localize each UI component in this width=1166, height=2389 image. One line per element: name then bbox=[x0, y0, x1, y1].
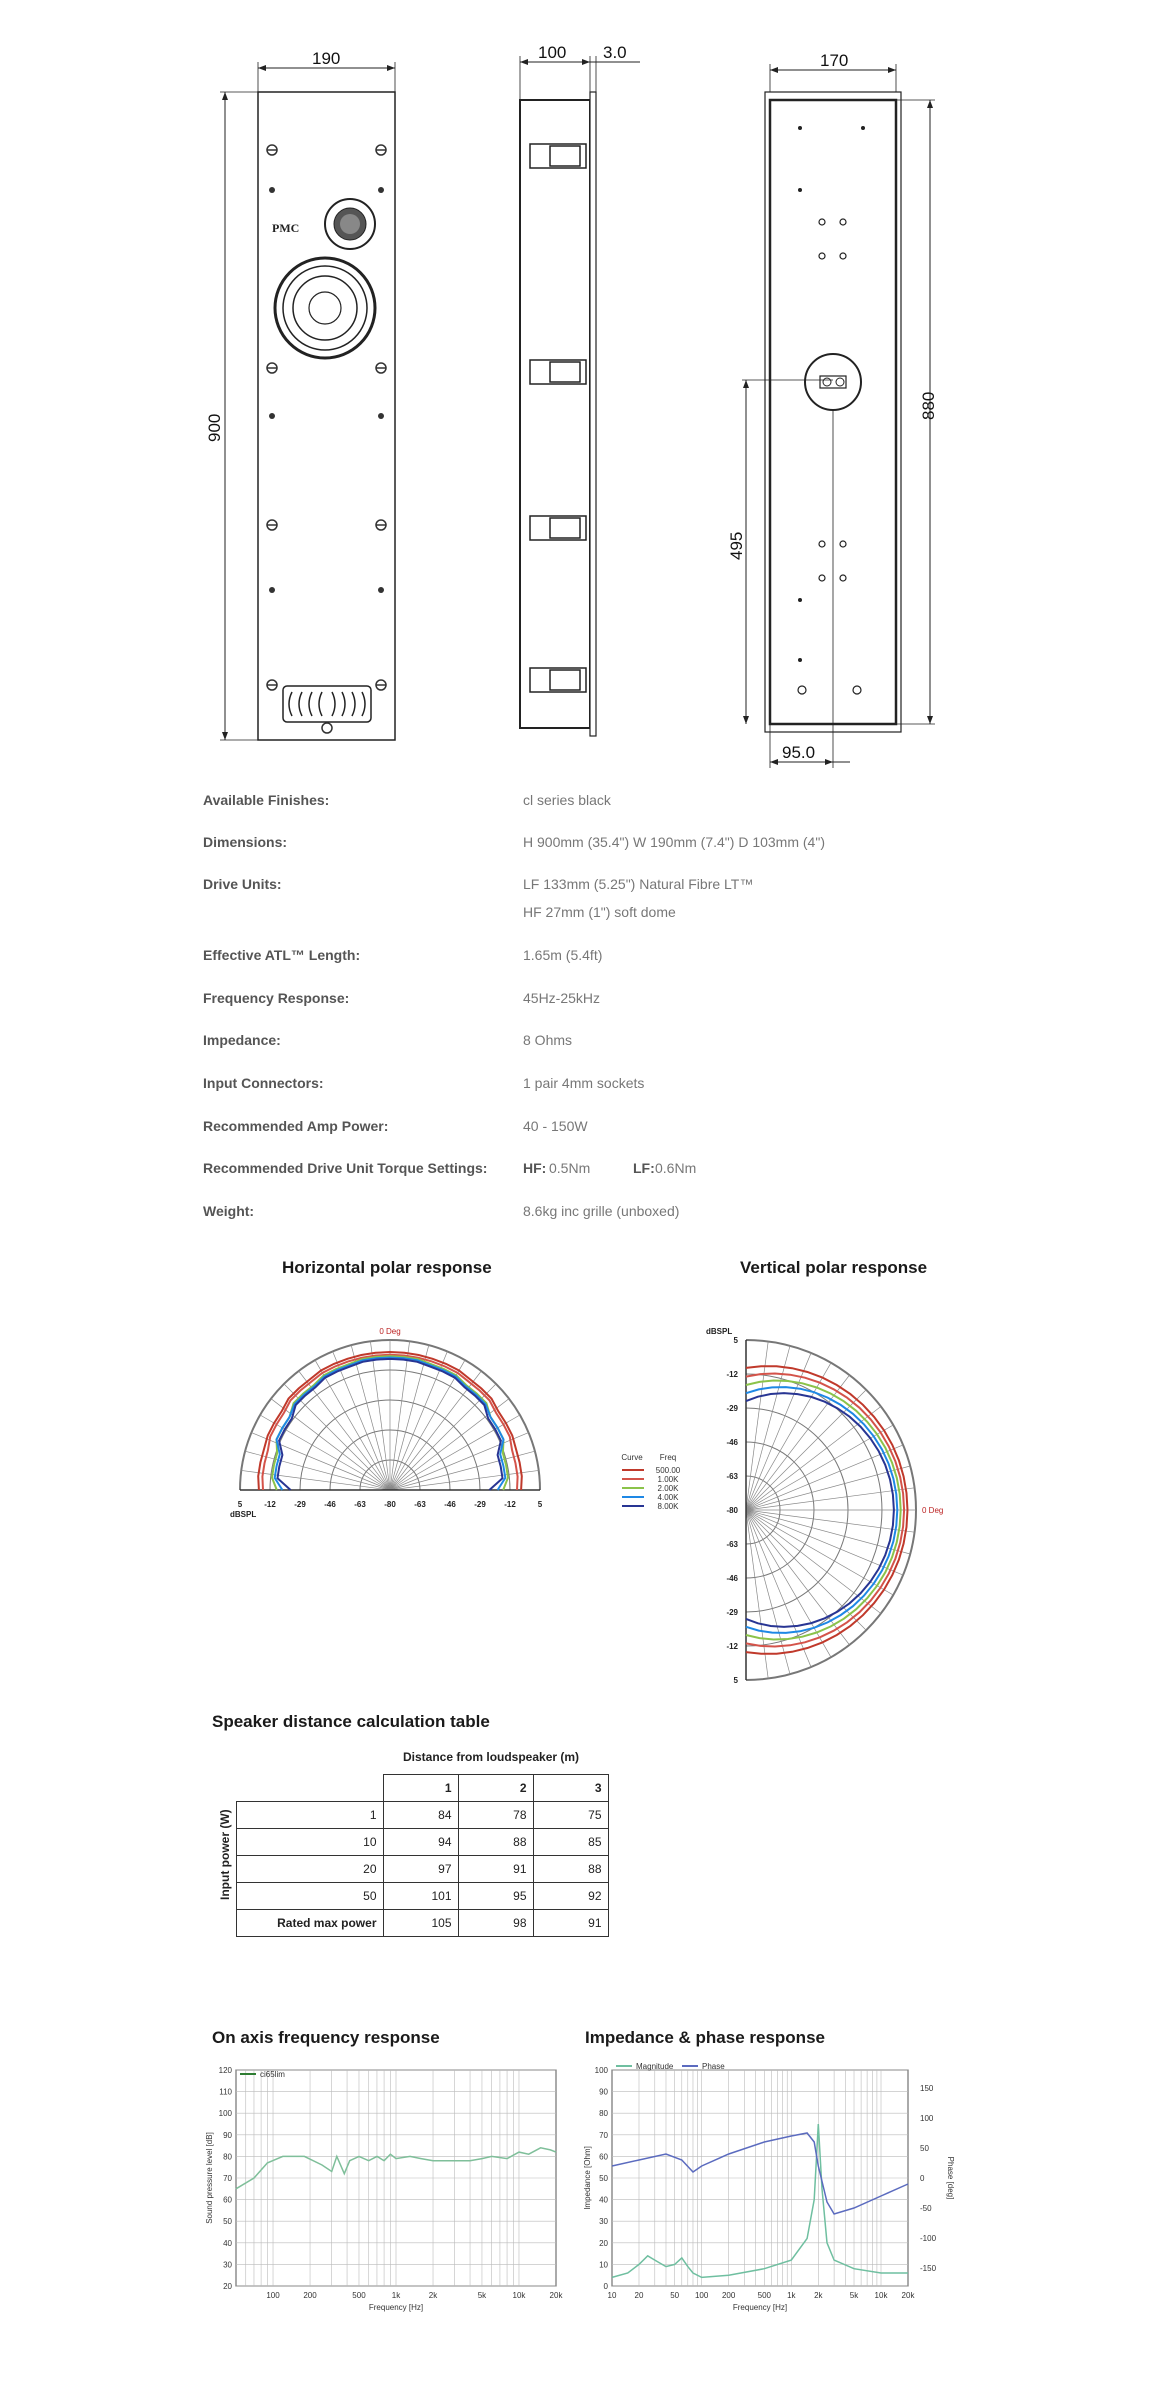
y-tick: 70 bbox=[599, 2130, 608, 2140]
legend-freq: 1.00K bbox=[657, 1475, 679, 1484]
horizontal-polar-title: Horizontal polar response bbox=[282, 1258, 492, 1277]
imp-chart-title: Impedance & phase response bbox=[585, 2028, 825, 2047]
back-view bbox=[727, 51, 938, 768]
polar-db-label: dBSPL bbox=[706, 1327, 733, 1336]
x-tick: 20k bbox=[549, 2291, 563, 2300]
polar-spoke bbox=[333, 1351, 390, 1490]
table-row bbox=[237, 1829, 609, 1856]
x-tick: 100 bbox=[266, 2291, 280, 2300]
distance-header-cell: 1 bbox=[383, 1775, 458, 1802]
power-cell: 50 bbox=[237, 1883, 384, 1910]
spec-value: 8.6kg inc grille (unboxed) bbox=[523, 1203, 680, 1219]
polar-tick-label: -29 bbox=[726, 1608, 738, 1617]
spec-value: 1 pair 4mm sockets bbox=[523, 1075, 645, 1091]
x-tick: 2k bbox=[428, 2291, 438, 2300]
side-flange-dimension: 3.0 bbox=[603, 43, 627, 62]
spl-cell: 105 bbox=[383, 1910, 458, 1937]
polar-spoke bbox=[315, 1360, 390, 1490]
spec-label: Drive Units: bbox=[203, 876, 282, 892]
x-axis-label: Frequency [Hz] bbox=[732, 2303, 788, 2312]
spec-label: Recommended Drive Unit Torque Settings: bbox=[203, 1160, 488, 1176]
pmc-logo: PMC bbox=[272, 221, 300, 235]
y-axis-label: Impedance [Ohm] bbox=[583, 2146, 592, 2210]
x-axis-label: Frequency [Hz] bbox=[368, 2303, 424, 2312]
polar-zero-label: 0 Deg bbox=[922, 1506, 944, 1515]
polar-legend bbox=[620, 1452, 690, 1512]
polar-tick-label: -46 bbox=[444, 1500, 456, 1509]
y-tick: 100 bbox=[594, 2066, 608, 2075]
polar-spoke bbox=[390, 1360, 465, 1490]
spec-label: Frequency Response: bbox=[203, 990, 350, 1006]
y-tick: 110 bbox=[219, 2087, 232, 2097]
y-tick: 40 bbox=[223, 2238, 232, 2248]
distance-column-header: Distance from loudspeaker (m) bbox=[403, 1750, 580, 1764]
polar-tick-label: -29 bbox=[726, 1404, 738, 1413]
polar-spoke bbox=[390, 1351, 447, 1490]
polar-spoke bbox=[746, 1510, 831, 1657]
spl-cell: 101 bbox=[383, 1883, 458, 1910]
legend-freq: 8.00K bbox=[657, 1502, 679, 1511]
polar-tick-label: -63 bbox=[726, 1472, 738, 1481]
y2-axis-label: Phase [deg] bbox=[946, 2156, 955, 2200]
polar-tick-label: 5 bbox=[733, 1336, 738, 1345]
polar-tick-label: -46 bbox=[324, 1500, 336, 1509]
x-tick: 2k bbox=[814, 2291, 823, 2300]
polar-spoke bbox=[746, 1346, 790, 1510]
y-tick: 90 bbox=[599, 2087, 608, 2097]
legend-header-curve: Curve bbox=[621, 1453, 643, 1462]
distance-table-title: Speaker distance calculation table bbox=[212, 1712, 490, 1731]
y-tick: 60 bbox=[599, 2152, 608, 2162]
distance-header-cell: 3 bbox=[533, 1775, 608, 1802]
polar-tick-label: -12 bbox=[726, 1370, 738, 1379]
spec-label: Recommended Amp Power: bbox=[203, 1118, 389, 1134]
y-tick: 0 bbox=[603, 2282, 608, 2291]
y2-tick: 150 bbox=[920, 2084, 934, 2093]
torque-lf-label: LF: bbox=[633, 1160, 655, 1176]
front-height-dimension: 900 bbox=[205, 413, 224, 442]
power-cell: Rated max power bbox=[237, 1910, 384, 1937]
impedance-phase-chart bbox=[580, 2058, 960, 2318]
spl-cell: 91 bbox=[458, 1856, 533, 1883]
mag-legend: Magnitude bbox=[636, 2062, 674, 2071]
legend-freq: 500.00 bbox=[655, 1466, 681, 1475]
spl-cell: 94 bbox=[383, 1829, 458, 1856]
spec-label: Input Connectors: bbox=[203, 1075, 324, 1091]
spl-cell: 97 bbox=[383, 1856, 458, 1883]
distance-header-cell: 2 bbox=[458, 1775, 533, 1802]
y-tick: 50 bbox=[599, 2174, 608, 2183]
back-width-dimension: 170 bbox=[820, 51, 849, 70]
x-tick: 500 bbox=[757, 2291, 772, 2300]
vertical-polar-chart bbox=[706, 1320, 986, 1700]
x-tick: 1k bbox=[787, 2291, 796, 2300]
spec-value: LF 133mm (5.25") Natural Fibre LT™ bbox=[523, 876, 754, 892]
side-view bbox=[520, 43, 640, 736]
torque-lf-value: 0.6Nm bbox=[655, 1160, 697, 1176]
polar-tick-label: -63 bbox=[354, 1500, 366, 1509]
y-tick: 30 bbox=[223, 2260, 232, 2270]
table-row bbox=[237, 1883, 609, 1910]
polar-spoke bbox=[746, 1363, 831, 1510]
phase-legend: Phase bbox=[702, 2062, 725, 2071]
x-tick: 20k bbox=[901, 2291, 915, 2300]
spl-cell: 78 bbox=[458, 1802, 533, 1829]
input-power-row-header: Input power (W) bbox=[218, 1809, 232, 1900]
technical-drawing bbox=[0, 0, 1166, 780]
vertical-polar-title: Vertical polar response bbox=[740, 1258, 928, 1277]
polar-tick-label: -46 bbox=[726, 1574, 738, 1583]
spec-value: H 900mm (35.4") W 190mm (7.4") D 103mm (4") bbox=[523, 834, 825, 850]
y-tick: 80 bbox=[599, 2109, 608, 2119]
spec-value: 1.65m (5.4ft) bbox=[523, 947, 603, 963]
back-cutout-height-dimension: 495 bbox=[727, 531, 746, 560]
polar-tick-label: -29 bbox=[294, 1500, 306, 1509]
polar-zero-label: 0 Deg bbox=[379, 1327, 401, 1336]
front-view bbox=[205, 49, 395, 740]
y-tick: 40 bbox=[599, 2195, 608, 2205]
x-tick: 1k bbox=[391, 2291, 401, 2300]
spec-value: HF 27mm (1") soft dome bbox=[523, 904, 676, 920]
spl-cell: 84 bbox=[383, 1802, 458, 1829]
y-tick: 100 bbox=[218, 2109, 232, 2119]
polar-spoke bbox=[746, 1466, 910, 1510]
polar-tick-label: 5 bbox=[733, 1676, 738, 1685]
legend-freq: 4.00K bbox=[657, 1493, 679, 1502]
y-tick: 70 bbox=[223, 2174, 232, 2183]
torque-hf-value: 0.5Nm bbox=[549, 1160, 591, 1176]
spec-label: Dimensions: bbox=[203, 834, 288, 850]
y2-tick: -150 bbox=[920, 2264, 937, 2273]
horizontal-polar-chart bbox=[200, 1320, 600, 1545]
spec-value: 45Hz-25kHz bbox=[523, 990, 601, 1006]
polar-tick-label: -63 bbox=[414, 1500, 426, 1509]
torque-hf-label: HF: bbox=[523, 1160, 547, 1176]
polar-spoke bbox=[390, 1433, 529, 1490]
spl-cell: 95 bbox=[458, 1883, 533, 1910]
spl-cell: 88 bbox=[458, 1829, 533, 1856]
polar-tick-label: -80 bbox=[384, 1500, 396, 1509]
x-tick: 10k bbox=[512, 2291, 526, 2300]
table-row bbox=[237, 1802, 609, 1829]
spl-cell: 92 bbox=[533, 1883, 608, 1910]
table-row bbox=[237, 1910, 609, 1937]
y-tick: 10 bbox=[599, 2260, 608, 2270]
spl-cell: 88 bbox=[533, 1856, 608, 1883]
y2-tick: -100 bbox=[920, 2234, 937, 2243]
y2-tick: 100 bbox=[920, 2114, 934, 2123]
y-tick: 20 bbox=[599, 2238, 608, 2248]
front-width-dimension: 190 bbox=[312, 49, 341, 68]
spec-label: Available Finishes: bbox=[203, 792, 330, 808]
x-tick: 5k bbox=[477, 2291, 487, 2300]
spec-label: Effective ATL™ Length: bbox=[203, 947, 361, 963]
spl-cell: 98 bbox=[458, 1910, 533, 1937]
polar-tick-label: 5 bbox=[237, 1500, 243, 1509]
x-tick: 20 bbox=[634, 2291, 644, 2300]
spec-value: cl series black bbox=[523, 792, 611, 808]
polar-tick-label: -29 bbox=[474, 1500, 486, 1509]
spec-label: Impedance: bbox=[203, 1032, 281, 1048]
y2-tick: 0 bbox=[920, 2174, 925, 2183]
polar-spoke bbox=[370, 1341, 390, 1490]
polar-spoke bbox=[746, 1510, 910, 1554]
power-cell: 1 bbox=[237, 1802, 384, 1829]
table-row bbox=[237, 1856, 609, 1883]
polar-spoke bbox=[746, 1510, 866, 1630]
y2-tick: 50 bbox=[920, 2144, 929, 2153]
legend-header-freq: Freq bbox=[659, 1453, 677, 1462]
polar-tick-label: -12 bbox=[504, 1500, 516, 1509]
polar-spoke bbox=[746, 1510, 915, 1532]
polar-tick-label: -80 bbox=[726, 1506, 738, 1515]
spl-cell: 75 bbox=[533, 1802, 608, 1829]
polar-tick-label: -12 bbox=[264, 1500, 276, 1509]
y-tick: 50 bbox=[223, 2217, 232, 2227]
legend-freq: 2.00K bbox=[657, 1484, 679, 1493]
y2-tick: -50 bbox=[920, 2204, 932, 2213]
polar-tick-label: -46 bbox=[726, 1438, 738, 1447]
x-tick: 500 bbox=[352, 2291, 366, 2300]
x-tick: 200 bbox=[721, 2291, 736, 2300]
freq-chart-title: On axis frequency response bbox=[212, 2028, 440, 2047]
y-tick: 90 bbox=[223, 2130, 232, 2140]
y-tick: 120 bbox=[218, 2066, 232, 2075]
polar-spoke bbox=[746, 1488, 915, 1510]
y-axis-label: Sound pressure level [dB] bbox=[205, 2132, 214, 2224]
y-tick: 80 bbox=[223, 2152, 232, 2162]
polar-spoke bbox=[251, 1433, 390, 1490]
x-tick: 10 bbox=[607, 2291, 617, 2300]
polar-spoke bbox=[351, 1345, 390, 1490]
y-tick: 20 bbox=[223, 2282, 232, 2291]
polar-spoke bbox=[390, 1341, 410, 1490]
spec-value: 40 - 150W bbox=[523, 1118, 588, 1134]
x-tick: 5k bbox=[849, 2291, 859, 2300]
polar-spoke bbox=[390, 1345, 429, 1490]
x-tick: 10k bbox=[874, 2291, 888, 2300]
y-tick: 30 bbox=[599, 2217, 608, 2227]
side-depth-dimension: 100 bbox=[538, 43, 567, 62]
spec-label: Weight: bbox=[203, 1203, 255, 1219]
freq-legend: ci65lim bbox=[260, 2070, 285, 2079]
polar-tick-label: -12 bbox=[726, 1642, 738, 1651]
back-cutout-offset-dimension: 95.0 bbox=[782, 743, 816, 762]
power-cell: 20 bbox=[237, 1856, 384, 1883]
x-tick: 50 bbox=[670, 2291, 680, 2300]
frequency-response-chart bbox=[200, 2058, 570, 2318]
spl-cell: 91 bbox=[533, 1910, 608, 1937]
spl-cell: 85 bbox=[533, 1829, 608, 1856]
polar-spoke bbox=[746, 1390, 866, 1510]
spec-value: 8 Ohms bbox=[523, 1032, 573, 1048]
polar-tick-label: 5 bbox=[537, 1500, 543, 1509]
x-tick: 100 bbox=[694, 2291, 709, 2300]
x-tick: 200 bbox=[303, 2291, 317, 2300]
y-tick: 60 bbox=[223, 2195, 232, 2205]
polar-tick-label: -63 bbox=[726, 1540, 738, 1549]
polar-db-label: dBSPL bbox=[230, 1510, 257, 1519]
speaker-distance-table bbox=[236, 1774, 609, 1937]
back-height-dimension: 880 bbox=[919, 391, 938, 420]
power-cell: 10 bbox=[237, 1829, 384, 1856]
polar-spoke bbox=[746, 1510, 790, 1674]
